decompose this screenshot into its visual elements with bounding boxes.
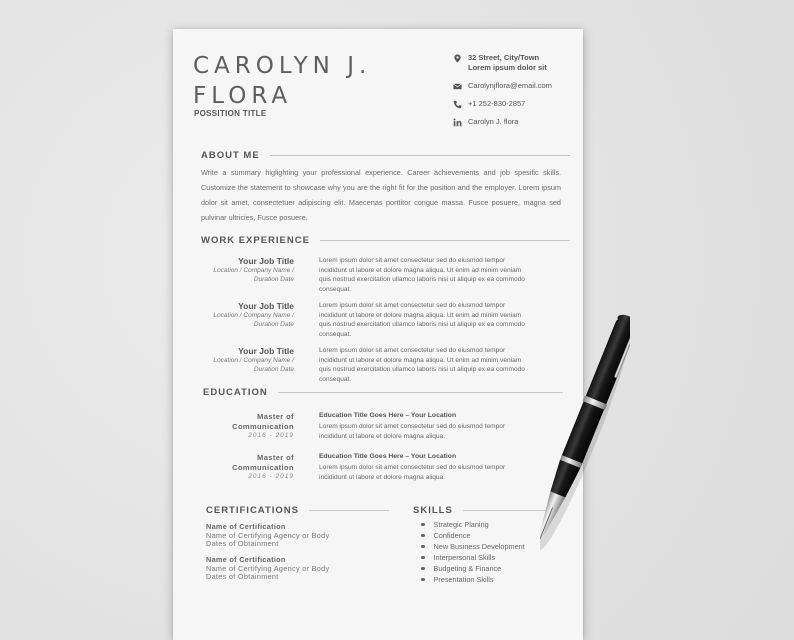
contact-block	[453, 53, 578, 135]
work-heading-text: WORK EXPERIENCE	[201, 235, 310, 246]
work-divider	[320, 240, 570, 241]
position-title: POSSITION TITLE	[194, 109, 267, 118]
skill-item	[421, 563, 525, 574]
skill-text: Presentation Skills	[433, 575, 494, 584]
job-duration: Duration Date	[253, 366, 294, 373]
skills-heading-text: SKILLS	[413, 505, 453, 516]
skill-text: New Business Development	[433, 542, 525, 551]
certification-agency: Name of Certifying Agency or Body	[206, 563, 330, 573]
degree-line-2: Communication	[232, 463, 294, 472]
address-line-1: 32 Street, City/Town	[468, 53, 540, 62]
linkedin-text: Carolyn J. flora	[468, 117, 519, 126]
certification-item	[206, 556, 366, 582]
about-heading-text: ABOUT ME	[201, 150, 260, 161]
phone-text: +1 252-830-2857	[468, 99, 526, 108]
skill-item	[421, 541, 525, 552]
education-title: Education Title Goes Here – Your Location	[319, 412, 457, 419]
job-description: Lorem ipsum dolor sit amet consectetur sed do eiusmod tempor incididunt ut labore et dolore magna aliqua. Ut enim ad minim veniam quis nostrud exercitation ullamco laboris nisi ut aliquip ex ea commodo consequat.	[319, 302, 525, 338]
skill-text: Interpersonal Skills	[433, 553, 496, 562]
job-description: Lorem ipsum dolor sit amet consectetur sed do eiusmod tempor incididunt ut labore et dolore magna aliqua. Ut enim ad minim veniam quis nostrud exercitation ullamco laboris nisi ut aliquip ex ea commodo consequat.	[319, 347, 525, 383]
resume-name	[193, 51, 423, 111]
certification-item	[206, 523, 366, 549]
contact-email	[453, 81, 578, 91]
name-line-1: CAROLYN J.	[193, 53, 372, 79]
name-line-2: FLORA	[193, 83, 293, 109]
skills-heading	[413, 505, 558, 516]
certification-name: Name of Certification	[206, 555, 286, 564]
contact-linkedin	[453, 117, 578, 127]
education-heading	[203, 387, 563, 398]
job-title: Your Job Title	[238, 301, 294, 311]
job-location: Location / Company Name /	[213, 267, 294, 274]
certifications-heading	[206, 505, 389, 516]
job-duration: Duration Date	[253, 276, 294, 283]
education-years: 2016 - 2019	[248, 473, 294, 480]
degree-line-1: Master of	[257, 412, 294, 421]
job-location: Location / Company Name /	[213, 312, 294, 319]
bullet-dot	[421, 534, 425, 538]
certifications-heading-text: CERTIFICATIONS	[206, 505, 299, 516]
certification-name: Name of Certification	[206, 522, 286, 531]
bullet-dot	[421, 523, 425, 527]
certification-date: Dates of Obtainment	[206, 572, 279, 581]
about-divider	[270, 155, 570, 156]
about-heading	[201, 150, 570, 161]
degree-line-1: Master of	[257, 453, 294, 462]
job-title: Your Job Title	[238, 256, 294, 266]
skills-list	[421, 519, 525, 585]
phone-icon	[453, 100, 462, 109]
education-description: Lorem ipsum dolor sit amet consectetur sed do eiusmod tempor incididunt ut labore et dolore magna aliqua.	[319, 423, 506, 440]
skill-text: Confidence	[433, 531, 471, 540]
degree-line-2: Communication	[232, 422, 294, 431]
certification-date: Dates of Obtainment	[206, 539, 279, 548]
fountain-pen-icon	[540, 300, 630, 560]
job-duration: Duration Date	[253, 321, 294, 328]
skill-item	[421, 530, 525, 541]
bullet-dot	[421, 567, 425, 571]
envelope-icon	[453, 82, 462, 91]
email-text: Carolynjflora@email.com	[468, 81, 552, 90]
certifications-divider	[309, 510, 389, 511]
work-heading	[201, 235, 570, 246]
education-heading-text: EDUCATION	[203, 387, 268, 398]
education-years: 2016 - 2019	[248, 432, 294, 439]
education-description: Lorem ipsum dolor sit amet consectetur sed do eiusmod tempor incididunt ut labore et dolore magna aliqua.	[319, 464, 506, 481]
certification-agency: Name of Certifying Agency or Body	[206, 530, 330, 540]
skill-text: Budgeting & Finance	[433, 564, 502, 573]
skill-item	[421, 574, 525, 585]
contact-address	[453, 53, 578, 73]
address-line-2: Lorem ipsum dolor sit	[468, 63, 547, 72]
job-location: Location / Company Name /	[213, 357, 294, 364]
job-description: Lorem ipsum dolor sit amet consectetur sed do eiusmod tempor incididunt ut labore et dolore magna aliqua. Ut enim ad minim veniam quis nostrud exercitation ullamco laboris nisi ut aliquip ex ea commodo consequat.	[319, 257, 525, 293]
skill-text: Strategic Planing	[433, 520, 489, 529]
resume-page	[173, 29, 583, 640]
bullet-dot	[421, 578, 425, 582]
bullet-dot	[421, 545, 425, 549]
contact-phone	[453, 99, 578, 109]
skill-item	[421, 519, 525, 530]
linkedin-icon	[453, 118, 462, 127]
education-title: Education Title Goes Here – Your Location	[319, 453, 457, 460]
bullet-dot	[421, 556, 425, 560]
skill-item	[421, 552, 525, 563]
job-title: Your Job Title	[238, 346, 294, 356]
location-pin-icon	[453, 54, 462, 63]
education-divider	[278, 392, 563, 393]
about-text: Write a summary higlighting your professional experience. Career achievements and job spesific skills. Customize the statement to showcase why you are the right fit for the position and the employer. Lorem ipsum dolor sit amet, consectetuer adipiscing elit. Maecenas porttitor congue massa. Fusce posuere, magna sed pulvinar ultricies, Fusce posuere.	[201, 168, 561, 222]
